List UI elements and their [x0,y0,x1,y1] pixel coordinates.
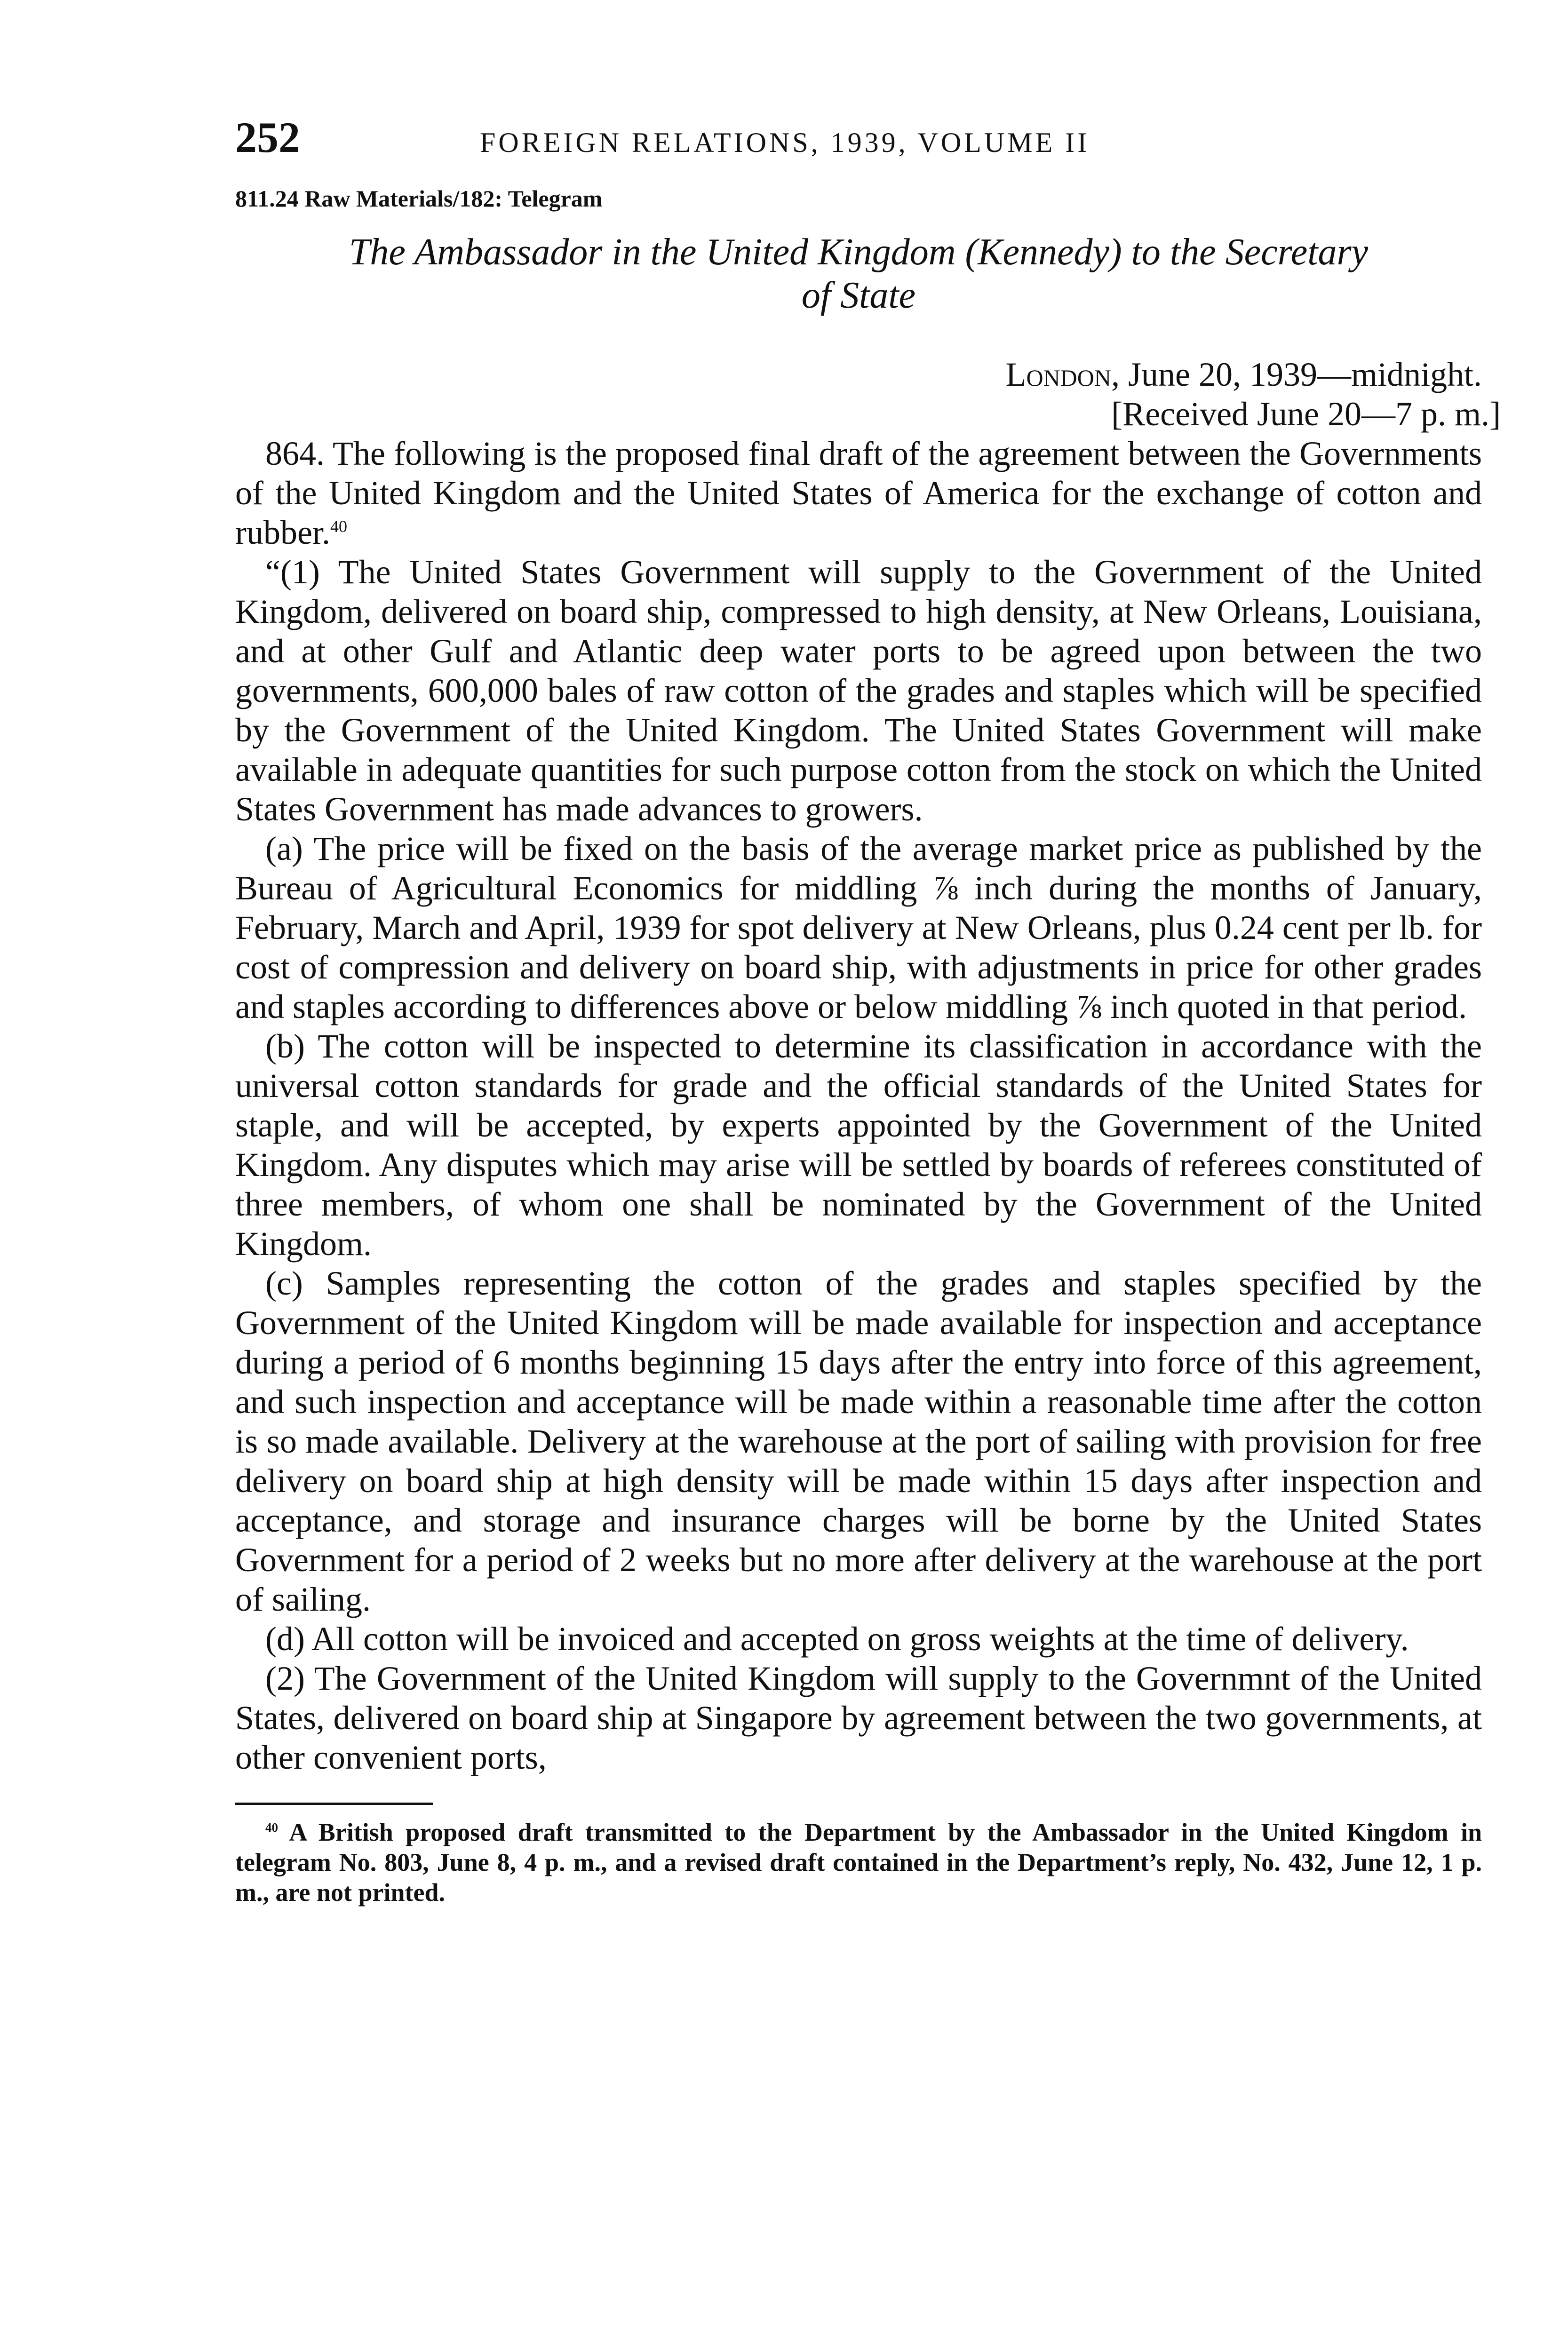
document-heading [235,230,1482,317]
paragraph-b: (b) The cotton will be inspected to determine its classification in accordance with the universal cotton standards for grade and the official standards of the United States for staple, and will be accepted, by experts appointed by the Government of the United Kingdom. Any disputes which may arise will be settled by boards of referees constituted of three members, of whom one shall be nominated by the Government of the United Kingdom. [235,1027,1482,1263]
file-reference: 811.24 Raw Materials/182: Telegram [235,185,603,212]
intro-paragraph [235,434,1482,552]
heading-line-1: The Ambassador in the United Kingdom (Kennedy) to the Secretary [349,231,1369,273]
intro-text: 864. The following is the proposed final draft of the agreement between the Governments of the United Kingdom and the United States of America for the exchange of cotton and rubber. [235,435,1482,551]
heading-line-2: of State [801,275,916,316]
footnote-divider [235,1803,433,1805]
footnote-marker: 40 [265,1820,278,1835]
received-line: [Received June 20—7 p. m.] [1111,395,1501,433]
paragraph-c: (c) Samples representing the cotton of the grades and staples specified by the Government of the United Kingdom will be made available for inspection and acceptance during a period of 6 months beginning 15 days after the entry into force of this agreement, and such inspection and acceptance will be made within a reasonable time after the cotton is so made available. Delivery at the warehouse at the port of sailing with provision for free delivery on board ship at high density will be made within 15 days after inspection and acceptance, and storage and insurance charges will be borne by the United States Government for a period of 2 weeks but no more after delivery at the warehouse at the port of sailing. [235,1264,1482,1618]
running-head [235,113,1482,169]
dateline-place: London [1005,356,1111,393]
paragraph-a: (a) The price will be fixed on the basis of the average market price as published by the Bureau of Agricultural Economics for middling ⅞ inch during the months of January, February, March and April, 1939 for spot delivery at New Orleans, plus 0.24 cent per lb. for cost of compression and delivery on board ship, with adjustments in price for other grades and staples according to differences above or below middling ⅞ inch quoted in that period. [235,830,1482,1025]
footnote [235,1817,1482,1907]
footnote-text: A British proposed draft transmitted to the Department by the Ambassador in the United Kingdom in telegram No. 803, June 8, 4 p. m., and a revised draft contained in the Department’s reply, No. 432, June 12, 1 p. m., are not printed. [235,1818,1482,1907]
paragraph-2: (2) The Government of the United Kingdom will supply to the Governmnt of the United States, delivered on board ship at Singapore by agreement between the two governments, at other convenient ports, [235,1660,1482,1776]
page [235,113,1501,1907]
dateline [235,355,1482,394]
dateline-date: , June 20, 1939—midnight. [1111,356,1482,393]
footnote-reference: 40 [330,517,347,536]
page-number: 252 [235,113,300,161]
paragraph-1: “(1) The United States Government will supply to the Government of the United Kingdom, delivered on board ship, compressed to high density, at New Orleans, Louisiana, and at other Gulf and Atlantic deep water ports to be agreed upon between the two governments, 600,000 bales of raw cotton of the grades and staples which will be specified by the Government of the United Kingdom. The United States Government will make available in adequate quantities for such purpose cotton from the stock on which the United States Government has made advances to growers. [235,553,1482,828]
running-title: FOREIGN RELATIONS, 1939, VOLUME II [480,127,1090,158]
paragraph-d: (d) All cotton will be invoiced and accepted on gross weights at the time of delivery. [265,1620,1409,1658]
